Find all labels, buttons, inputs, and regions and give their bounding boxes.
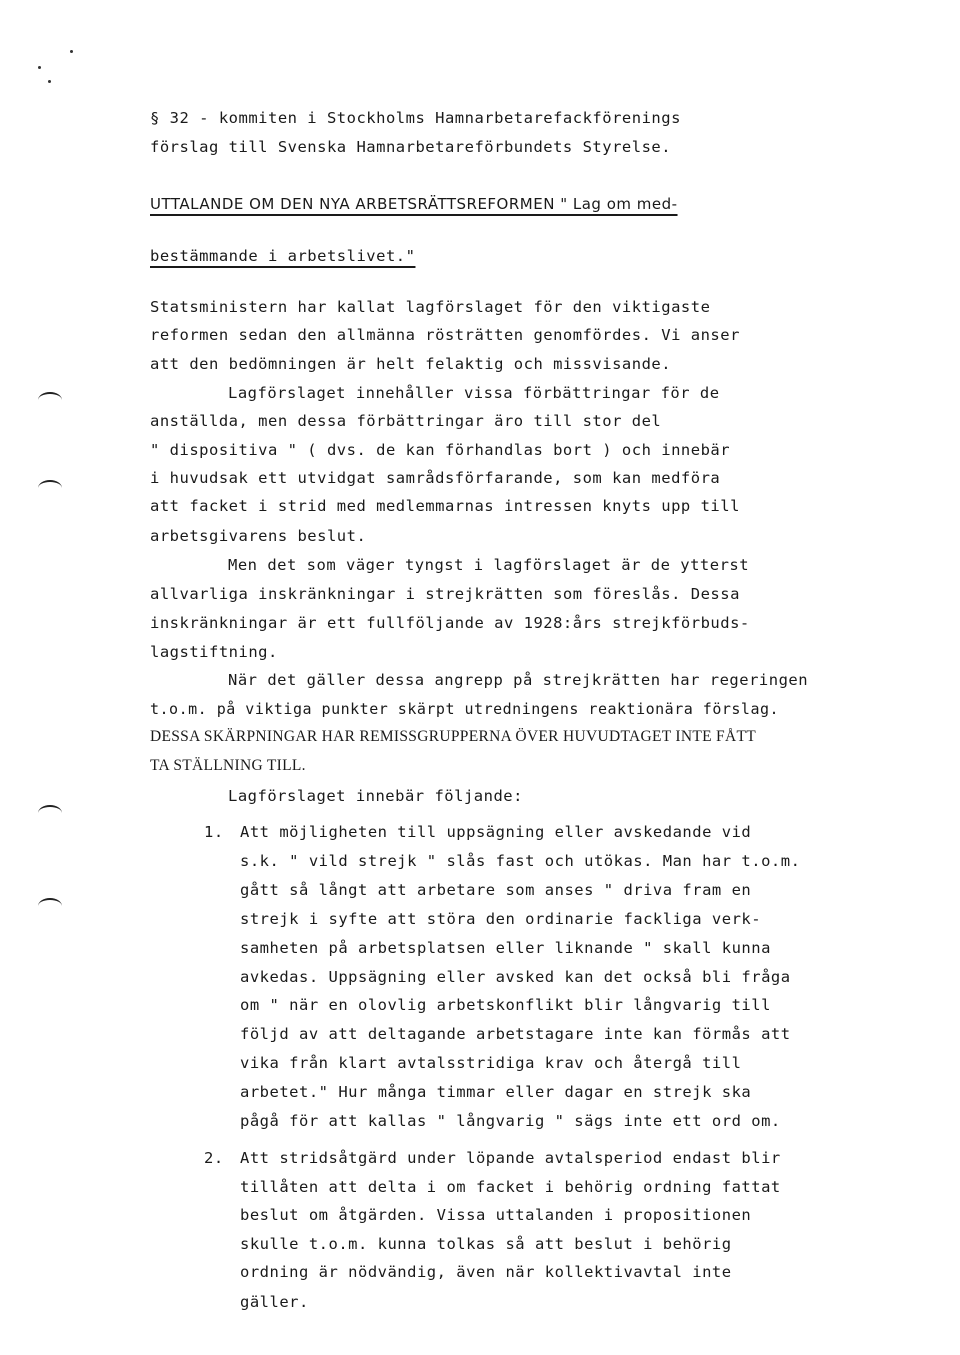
margin-punch-mark bbox=[38, 805, 62, 821]
margin-punch-mark bbox=[38, 898, 62, 914]
body-line: Statsministern har kallat lagförslaget för den viktigaste bbox=[150, 298, 711, 316]
list-item-line: avkedas. Uppsägning eller avsked kan det också bli fråga bbox=[240, 968, 791, 986]
body-line: arbetsgivarens beslut. bbox=[150, 527, 367, 545]
heading-line-2: förslag till Svenska Hamnarbetareförbundets Styrelse. bbox=[150, 138, 672, 156]
scan-speck bbox=[70, 50, 73, 53]
list-item-line: beslut om åtgärden. Vissa uttalanden i propositionen bbox=[240, 1206, 752, 1224]
list-item-line: ordning är nödvändig, även när kollektivavtal inte bbox=[240, 1263, 732, 1281]
list-item-line: pågå för att kallas " långvarig " sägs inte ett ord om. bbox=[240, 1112, 781, 1130]
list-item-line: samheten på arbetsplatsen eller liknande " skall kunna bbox=[240, 939, 771, 957]
list-item-number: 2. bbox=[204, 1149, 224, 1167]
list-item-line: gäller. bbox=[240, 1293, 309, 1311]
body-line: Lagförslaget innehåller vissa förbättringar för de bbox=[228, 384, 720, 402]
list-item-line: Att möjligheten till uppsägning eller avskedande vid bbox=[240, 823, 752, 841]
list-intro: Lagförslaget innebär följande: bbox=[228, 787, 523, 805]
title-line-1: UTTALANDE OM DEN NYA ARBETSRÄTTSREFORMEN " Lag om med- bbox=[150, 195, 678, 213]
list-item-line: gått så långt att arbetare som anses " driva fram en bbox=[240, 881, 752, 899]
list-item-line: s.k. " vild strejk " slås fast och utökas. Man har t.o.m. bbox=[240, 852, 801, 870]
list-item-line: skulle t.o.m. kunna tolkas så att beslut i behörig bbox=[240, 1235, 732, 1253]
body-line: " dispositiva " ( dvs. de kan förhandlas bort ) och innebär bbox=[150, 441, 731, 459]
body-line: allvarliga inskränkningar i strejkrätten som föreslås. Dessa bbox=[150, 585, 740, 603]
body-line: i huvudsak ett utvidgat samrådsförfarande, som kan medföra bbox=[150, 469, 721, 487]
list-item-line: följd av att deltagande arbetstagare inte kan förmås att bbox=[240, 1025, 791, 1043]
scan-speck bbox=[48, 80, 51, 83]
margin-punch-mark bbox=[38, 480, 62, 496]
body-line: att den bedömningen är helt felaktig och missvisande. bbox=[150, 355, 672, 373]
body-line: att facket i strid med medlemmarnas intressen knyts upp till bbox=[150, 497, 740, 515]
title-line-2: bestämmande i arbetslivet." bbox=[150, 247, 416, 265]
body-line-caps: DESSA SKÄRPNINGAR HAR REMISSGRUPPERNA ÖVER HUVUDTAGET INTE FÅTT bbox=[150, 728, 756, 745]
body-line: Men det som väger tyngst i lagförslaget är de ytterst bbox=[228, 556, 750, 574]
list-item-number: 1. bbox=[204, 823, 224, 841]
list-item-line: tillåten att delta i om facket i behörig ordning fattat bbox=[240, 1178, 781, 1196]
body-line: reformen sedan den allmänna rösträtten genomfördes. Vi anser bbox=[150, 326, 740, 344]
list-item-line: strejk i syfte att störa den ordinarie fackliga verk- bbox=[240, 910, 762, 928]
list-item-line: vika från klart avtalsstridiga krav och återgå till bbox=[240, 1054, 742, 1072]
body-line: När det gäller dessa angrepp på strejkrätten har regeringen bbox=[228, 671, 809, 689]
body-line: t.o.m. på viktiga punkter skärpt utredningens reaktionära förslag. bbox=[150, 700, 780, 718]
scan-speck bbox=[38, 66, 41, 69]
margin-punch-mark bbox=[38, 392, 62, 408]
list-item-line: arbetet." Hur många timmar eller dagar en strejk ska bbox=[240, 1083, 752, 1101]
body-line: anställda, men dessa förbättringar äro till stor del bbox=[150, 412, 662, 430]
heading-line-1: § 32 - kommiten i Stockholms Hamnarbetarefackförenings bbox=[150, 109, 681, 127]
body-line-caps: TA STÄLLNING TILL. bbox=[150, 757, 306, 774]
body-line: lagstiftning. bbox=[150, 643, 278, 661]
list-item-line: om " när en olovlig arbetskonflikt blir långvarig till bbox=[240, 996, 771, 1014]
list-item-line: Att stridsåtgärd under löpande avtalsperiod endast blir bbox=[240, 1149, 781, 1167]
body-line: inskränkningar är ett fullföljande av 1928:års strejkförbuds- bbox=[150, 614, 750, 632]
